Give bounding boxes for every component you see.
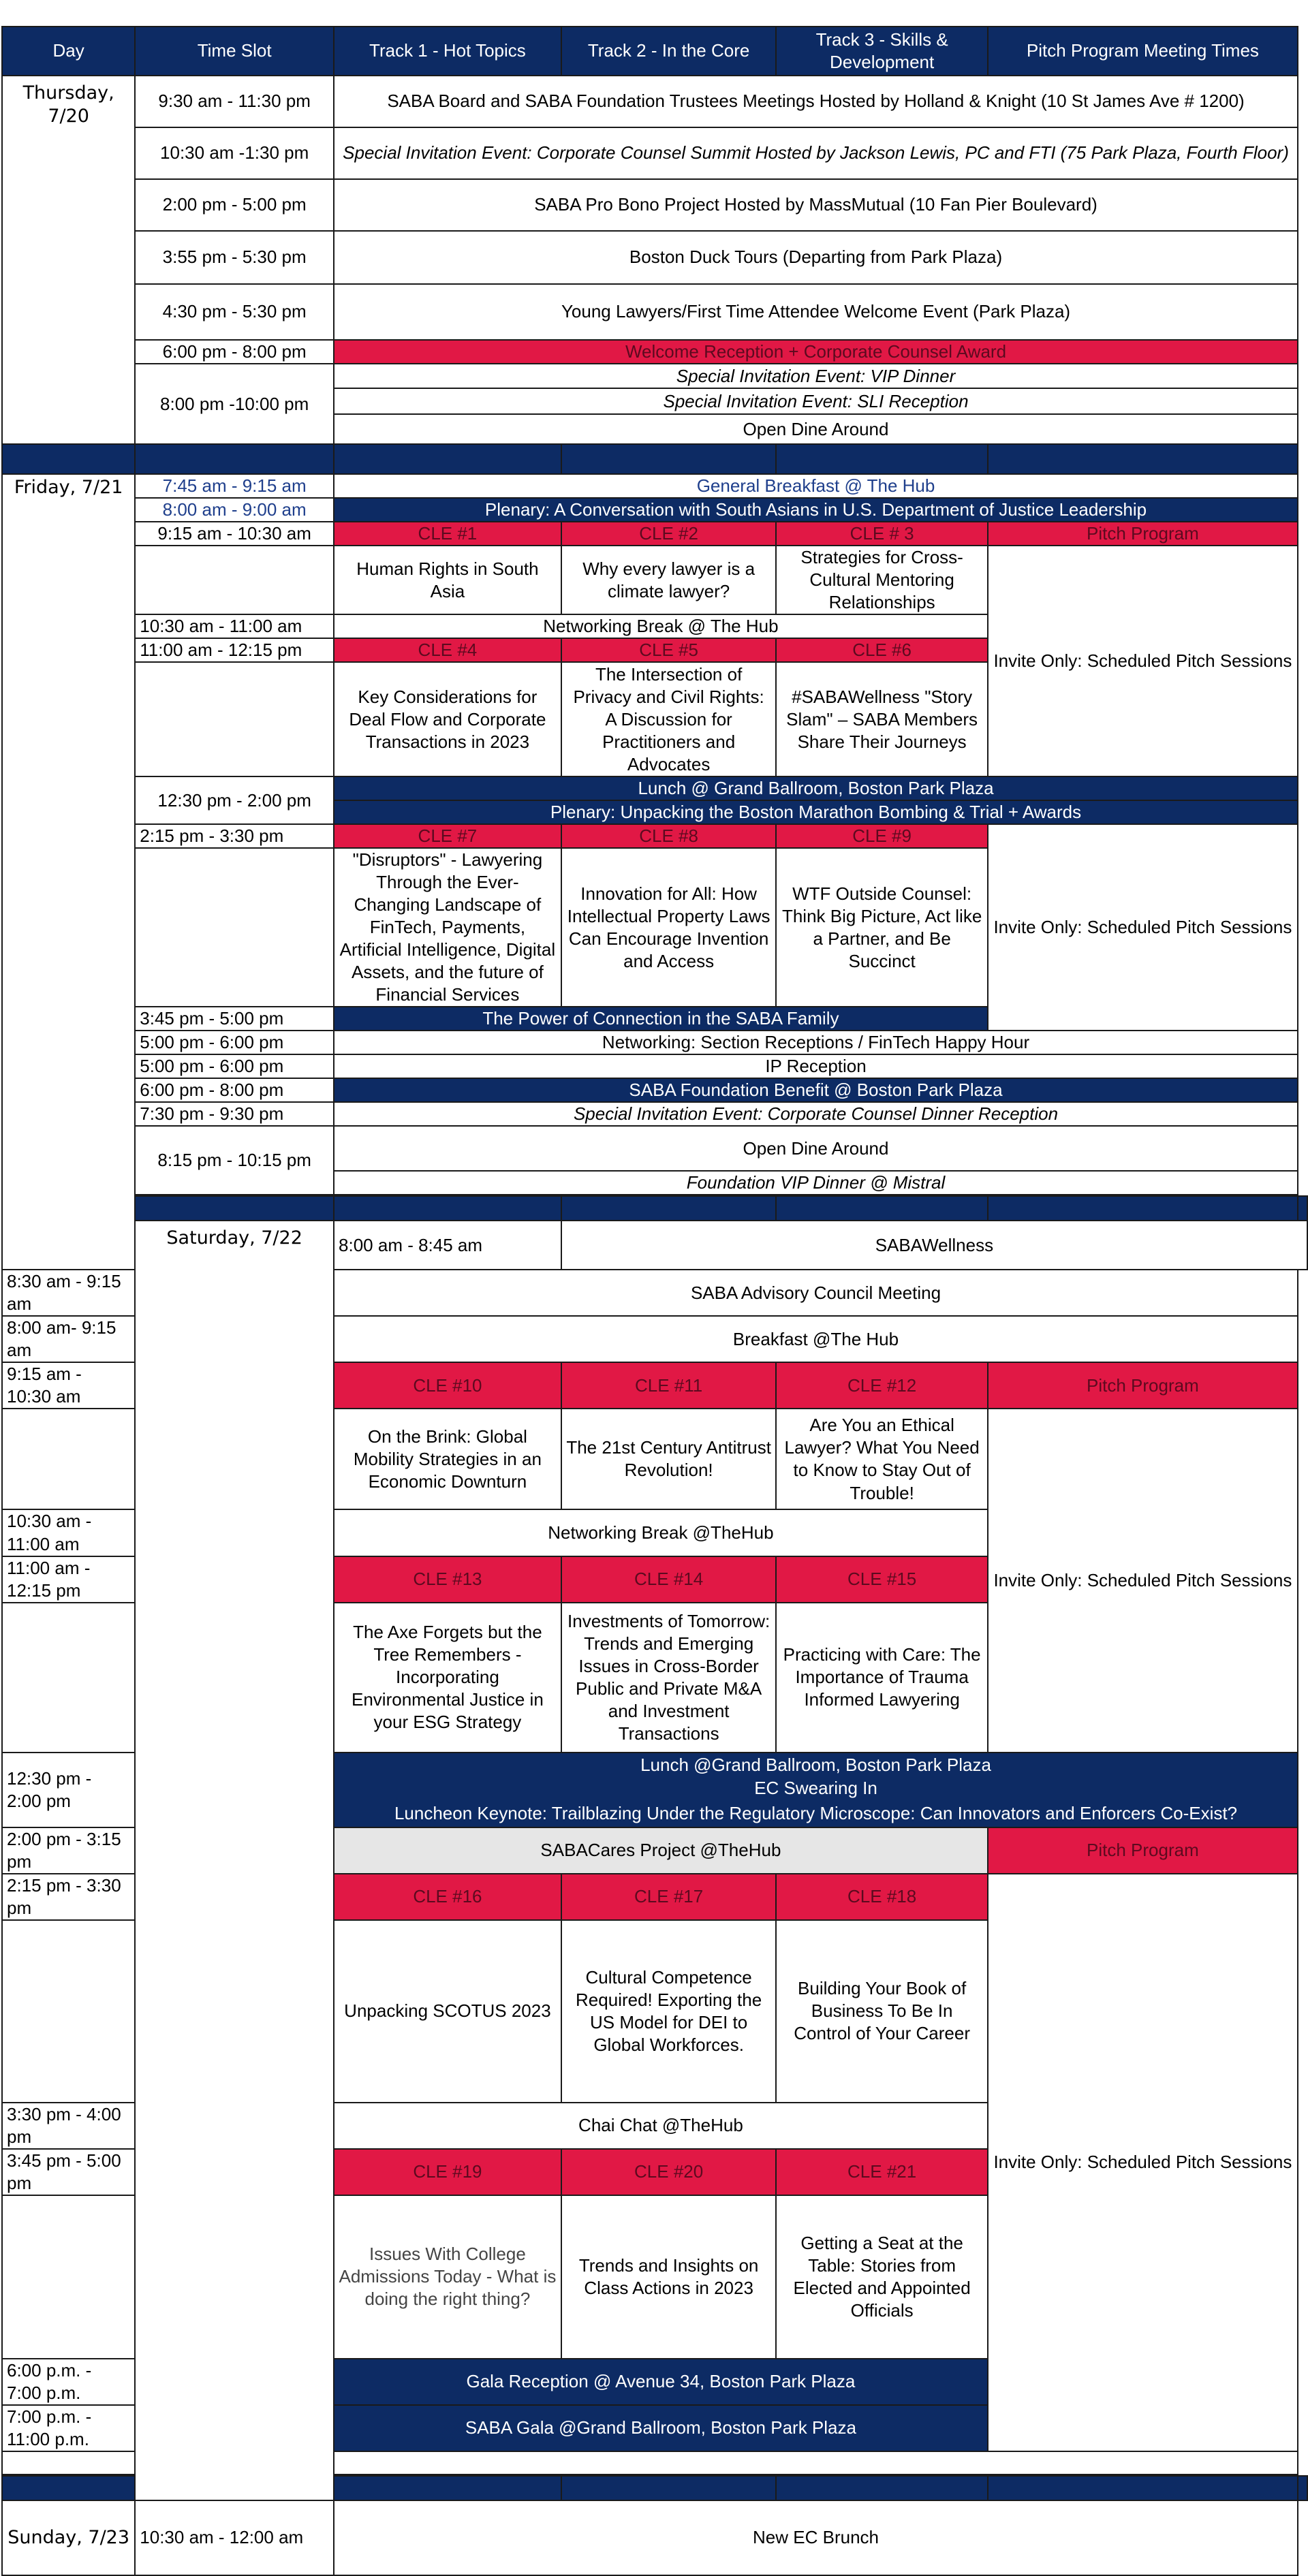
empty-cell <box>334 2451 1298 2475</box>
event-section-receptions: Networking: Section Receptions / FinTech Happy Hour <box>334 1031 1298 1054</box>
cle-badge: CLE #9 <box>776 824 987 848</box>
pitch-program: Pitch Program <box>988 522 1298 546</box>
table-row <box>2 2500 1307 2575</box>
schedule-table <box>1 26 1308 2576</box>
cle-badge: CLE #17 <box>561 1874 777 1920</box>
time-slot <box>2 1920 135 2103</box>
table-row <box>2 1126 1307 1171</box>
event-luncheon-keynote: Luncheon Keynote: Trailblazing Under the Regulatory Microscope: Can Innovators and Enforcers Co-Exist? <box>334 1800 1298 1827</box>
event-board-meeting: SABA Board and SABA Foundation Trustees Meetings Hosted by Holland & Knight (10 St James Ave # 1200) <box>334 76 1298 127</box>
session-title: Strategies for Cross-Cultural Mentoring Relationships <box>776 546 987 614</box>
time-slot: 8:00 am - 8:45 am <box>334 1221 561 1270</box>
header-day: Day <box>2 27 135 76</box>
table-row <box>2 824 1307 848</box>
time-slot: 8:00 am- 9:15 am <box>2 1316 135 1362</box>
cle-badge: CLE #1 <box>334 522 561 546</box>
table-row <box>2 776 1307 800</box>
session-title: Key Considerations for Deal Flow and Corporate Transactions in 2023 <box>334 662 561 776</box>
table-row <box>2 1031 1307 1054</box>
session-title: Why every lawyer is a climate lawyer? <box>561 546 777 614</box>
cle-badge: CLE #8 <box>561 824 777 848</box>
time-slot: 2:00 pm - 5:00 pm <box>135 179 334 231</box>
time-slot: 8:00 am - 9:00 am <box>135 498 334 522</box>
cle-badge: CLE #18 <box>776 1874 987 1920</box>
header-track-1: Track 1 - Hot Topics <box>334 27 561 76</box>
time-slot: 12:30 pm - 2:00 pm <box>2 1753 135 1827</box>
event-vip-dinner: Special Invitation Event: VIP Dinner <box>334 364 1298 388</box>
cle-badge: CLE #5 <box>561 638 777 662</box>
day-saturday: Saturday, 7/22 <box>135 1221 334 2500</box>
event-networking-break: Networking Break @TheHub <box>334 1509 988 1556</box>
time-slot: 2:15 pm - 3:30 pm <box>135 824 334 848</box>
table-row <box>2 474 1307 498</box>
time-slot: 8:00 pm -10:00 pm <box>135 364 334 444</box>
time-slot: 2:00 pm - 3:15 pm <box>2 1827 135 1874</box>
event-lunch: Lunch @ Grand Ballroom, Boston Park Plaza <box>334 776 1298 800</box>
time-slot: 8:30 am - 9:15 am <box>2 1270 135 1316</box>
header-time-slot: Time Slot <box>135 27 334 76</box>
cle-badge: CLE #15 <box>776 1556 987 1603</box>
cle-badge: CLE #21 <box>776 2149 987 2195</box>
time-slot <box>2 2195 135 2359</box>
table-row <box>2 1078 1307 1102</box>
table-row <box>2 1054 1307 1078</box>
table-row <box>2 76 1307 127</box>
event-foundation-benefit: SABA Foundation Benefit @ Boston Park Plaza <box>334 1078 1298 1102</box>
time-slot: 9:15 am - 10:30 am <box>2 1362 135 1409</box>
day-thursday: Thursday, 7/20 <box>2 76 135 444</box>
time-slot: 6:00 pm - 8:00 pm <box>135 340 334 364</box>
time-slot: 11:00 am - 12:15 pm <box>135 638 334 662</box>
event-advisory-council: SABA Advisory Council Meeting <box>334 1270 1298 1316</box>
table-row <box>2 127 1307 179</box>
time-slot <box>2 2451 135 2475</box>
event-open-dine-around: Open Dine Around <box>334 1126 1298 1171</box>
time-slot: 3:55 pm - 5:30 pm <box>135 231 334 284</box>
cle-badge: CLE #7 <box>334 824 561 848</box>
event-saba-cares: SABACares Project @TheHub <box>334 1827 988 1874</box>
time-slot: 8:15 pm - 10:15 pm <box>135 1126 334 1195</box>
time-slot <box>135 546 334 614</box>
time-slot <box>135 848 334 1007</box>
time-slot: 12:30 pm - 2:00 pm <box>135 776 334 824</box>
session-title: Issues With College Admissions Today - What is doing the right thing? <box>334 2195 561 2359</box>
time-slot: 10:30 am - 12:00 am <box>135 2500 334 2575</box>
event-saba-gala: SABA Gala @Grand Ballroom, Boston Park Plaza <box>334 2405 988 2451</box>
session-title: The Axe Forgets but the Tree Remembers - Incorporating Environmental Justice in your ESG Strategy <box>334 1603 561 1753</box>
session-title: Human Rights in South Asia <box>334 546 561 614</box>
time-slot: 6:00 p.m. - 7:00 p.m. <box>2 2359 135 2405</box>
event-breakfast: Breakfast @The Hub <box>334 1316 1298 1362</box>
event-pro-bono: SABA Pro Bono Project Hosted by MassMutual (10 Fan Pier Boulevard) <box>334 179 1298 231</box>
cle-badge: CLE #14 <box>561 1556 777 1603</box>
header-track-3: Track 3 - Skills & Development <box>776 27 987 76</box>
session-title: WTF Outside Counsel: Think Big Picture, Act like a Partner, and Be Succinct <box>776 848 987 1007</box>
header-pitch: Pitch Program Meeting Times <box>988 27 1298 76</box>
time-slot <box>135 662 334 776</box>
cle-badge: CLE #6 <box>776 638 987 662</box>
cle-badge: CLE # 3 <box>776 522 987 546</box>
time-slot: 10:30 am - 11:00 am <box>2 1509 135 1556</box>
time-slot: 7:30 pm - 9:30 pm <box>135 1102 334 1126</box>
table-row <box>2 546 1307 614</box>
cle-badge: CLE #11 <box>561 1362 777 1409</box>
session-title: On the Brink: Global Mobility Strategies in an Economic Downturn <box>334 1409 561 1509</box>
cle-badge: CLE #19 <box>334 2149 561 2195</box>
day-sunday: Sunday, 7/23 <box>2 2500 135 2575</box>
table-row <box>2 1221 1307 1270</box>
event-plenary-marathon: Plenary: Unpacking the Boston Marathon Bombing & Trial + Awards <box>334 800 1298 824</box>
session-title: Trends and Insights on Class Actions in 2023 <box>561 2195 777 2359</box>
cle-badge: CLE #4 <box>334 638 561 662</box>
time-slot: 7:45 am - 9:15 am <box>135 474 334 498</box>
table-row <box>2 340 1307 364</box>
pitch-program: Pitch Program <box>988 1827 1298 1874</box>
event-general-breakfast: General Breakfast @ The Hub <box>334 474 1298 498</box>
session-title: Building Your Book of Business To Be In Control of Your Career <box>776 1920 987 2103</box>
pitch-invite-only: Invite Only: Scheduled Pitch Sessions <box>988 1874 1298 2451</box>
time-slot: 9:15 am - 10:30 am <box>135 522 334 546</box>
time-slot: 5:00 pm - 6:00 pm <box>135 1031 334 1054</box>
event-corporate-counsel-summit: Special Invitation Event: Corporate Counsel Summit Hosted by Jackson Lewis, PC and FTI (75 Park Plaza, Fourth Floor) <box>334 127 1298 179</box>
time-slot: 9:30 am - 11:30 pm <box>135 76 334 127</box>
pitch-program: Pitch Program <box>988 1362 1298 1409</box>
table-row <box>2 284 1307 340</box>
event-gala-reception: Gala Reception @ Avenue 34, Boston Park Plaza <box>334 2359 988 2405</box>
cle-badge: CLE #16 <box>334 1874 561 1920</box>
table-row <box>2 1102 1307 1126</box>
time-slot: 3:45 pm - 5:00 pm <box>135 1007 334 1031</box>
pitch-invite-only: Invite Only: Scheduled Pitch Sessions <box>988 1409 1298 1752</box>
time-slot: 4:30 pm - 5:30 pm <box>135 284 334 340</box>
event-corporate-counsel-dinner: Special Invitation Event: Corporate Counsel Dinner Reception <box>334 1102 1298 1126</box>
pitch-invite-only: Invite Only: Scheduled Pitch Sessions <box>988 824 1298 1031</box>
event-saba-wellness: SABAWellness <box>561 1221 1307 1270</box>
time-slot: 10:30 am - 11:00 am <box>135 614 334 638</box>
day-separator <box>2 1196 1307 1221</box>
cle-badge: CLE #13 <box>334 1556 561 1603</box>
event-power-of-connection: The Power of Connection in the SABA Family <box>334 1007 988 1031</box>
time-slot <box>2 1603 135 1753</box>
header-row <box>2 27 1307 76</box>
table-row <box>2 179 1307 231</box>
time-slot: 3:45 pm - 5:00 pm <box>2 2149 135 2195</box>
time-slot: 10:30 am -1:30 pm <box>135 127 334 179</box>
time-slot: 5:00 pm - 6:00 pm <box>135 1054 334 1078</box>
session-title: Are You an Ethical Lawyer? What You Need to Know to Stay Out of Trouble! <box>776 1409 987 1509</box>
event-duck-tours: Boston Duck Tours (Departing from Park Plaza) <box>334 231 1298 284</box>
event-ec-swearing-in: EC Swearing In <box>334 1777 1298 1800</box>
event-new-ec-brunch: New EC Brunch <box>334 2500 1298 2575</box>
cle-badge: CLE #12 <box>776 1362 987 1409</box>
event-chai-chat: Chai Chat @TheHub <box>334 2103 988 2149</box>
time-slot: 11:00 am - 12:15 pm <box>2 1556 135 1603</box>
session-title: Getting a Seat at the Table: Stories from Elected and Appointed Officials <box>776 2195 987 2359</box>
day-separator <box>2 444 1307 474</box>
day-friday: Friday, 7/21 <box>2 474 135 1270</box>
session-title: "Disruptors" - Lawyering Through the Ever-Changing Landscape of FinTech, Payments, Artificial Intelligence, Digital Assets, and the future of Financial Services <box>334 848 561 1007</box>
time-slot <box>2 1409 135 1509</box>
time-slot: 6:00 pm - 8:00 pm <box>135 1078 334 1102</box>
event-ip-reception: IP Reception <box>334 1054 1298 1078</box>
event-sli-reception: Special Invitation Event: SLI Reception <box>334 388 1298 414</box>
event-foundation-vip-dinner: Foundation VIP Dinner @ Mistral <box>334 1171 1298 1195</box>
time-slot: 7:00 p.m. - 11:00 p.m. <box>2 2405 135 2451</box>
pitch-invite-only: Invite Only: Scheduled Pitch Sessions <box>988 546 1298 776</box>
table-row <box>2 498 1307 522</box>
cle-badge: CLE #20 <box>561 2149 777 2195</box>
time-slot: 3:30 pm - 4:00 pm <box>2 2103 135 2149</box>
session-title: Unpacking SCOTUS 2023 <box>334 1920 561 2103</box>
table-row <box>2 522 1307 546</box>
session-title: Innovation for All: How Intellectual Property Laws Can Encourage Invention and Access <box>561 848 777 1007</box>
header-track-2: Track 2 - In the Core <box>561 27 777 76</box>
event-welcome-reception: Welcome Reception + Corporate Counsel Award <box>334 340 1298 364</box>
event-plenary-doj: Plenary: A Conversation with South Asians in U.S. Department of Justice Leadership <box>334 498 1298 522</box>
session-title: The 21st Century Antitrust Revolution! <box>561 1409 777 1509</box>
event-networking-break: Networking Break @ The Hub <box>334 614 988 638</box>
session-title: Cultural Competence Required! Exporting the US Model for DEI to Global Workforces. <box>561 1920 777 2103</box>
session-title: The Intersection of Privacy and Civil Rights: A Discussion for Practitioners and Advocates <box>561 662 777 776</box>
cle-badge: CLE #2 <box>561 522 777 546</box>
session-title: Practicing with Care: The Importance of Trauma Informed Lawyering <box>776 1603 987 1753</box>
cle-badge: CLE #10 <box>334 1362 561 1409</box>
table-row <box>2 364 1307 388</box>
time-slot: 2:15 pm - 3:30 pm <box>2 1874 135 1920</box>
event-young-lawyers: Young Lawyers/First Time Attendee Welcome Event (Park Plaza) <box>334 284 1298 340</box>
table-row <box>2 231 1307 284</box>
event-open-dine-around: Open Dine Around <box>334 414 1298 444</box>
session-title: Investments of Tomorrow: Trends and Emerging Issues in Cross-Border Public and Private M&A and Investment Transactions <box>561 1603 777 1753</box>
event-lunch: Lunch @Grand Ballroom, Boston Park Plaza <box>334 1753 1298 1777</box>
session-title: #SABAWellness "Story Slam" – SABA Members Share Their Journeys <box>776 662 987 776</box>
